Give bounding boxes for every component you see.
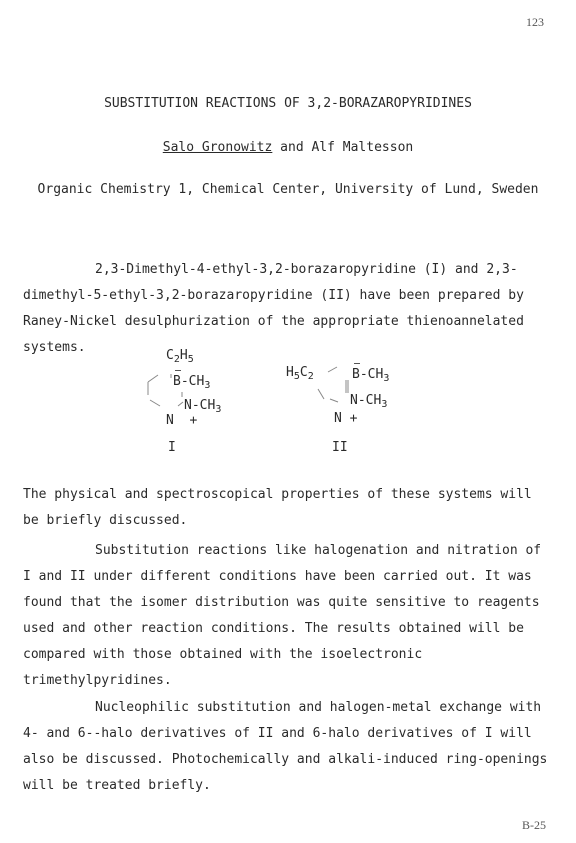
structure-i-ethyl: $C_2H_5$ — [166, 348, 194, 365]
affiliation: Organic Chemistry 1, Chemical Center, University of Lund, Sweden — [37, 182, 539, 197]
structure-i-boron-methyl: $B-CH_3$ — [173, 374, 211, 391]
paragraph-2: The physical and spectroscopical properties of these systems will be briefly discussed. — [23, 487, 532, 528]
paragraph-1: 2,3-Dimethyl-4-ethyl-3,2-borazaropyridine (I) and 2,3-dimethyl-5-ethyl-3,2-borazaropyridine (II) have been prepared by Raney-Nickel desulphurization of the appropriate thienoannelated systems. — [23, 262, 524, 355]
structure-i-label: I — [168, 440, 176, 455]
structure-ii-label: II — [332, 440, 348, 455]
structure-i — [140, 340, 250, 455]
boron-bar — [354, 363, 360, 364]
boron-bar — [175, 370, 181, 371]
paper-title: SUBSTITUTION REACTIONS OF 3,2-BORAZAROPYRIDINES — [104, 96, 472, 111]
author-first: Salo Gronowitz — [162, 140, 273, 155]
structure-ii — [282, 355, 412, 455]
structure-i-ring-nitrogen: N + — [166, 413, 198, 428]
structure-i-nitrogen-methyl: $N-CH_3$ — [184, 398, 222, 415]
structure-ii-ethyl: $H_5C_2$ — [286, 365, 314, 382]
page-number: 123 — [526, 15, 544, 29]
author-rest: and Alf Maltesson — [272, 140, 414, 155]
structure-ii-ring-nitrogen: N + — [334, 411, 358, 426]
footer-code: B-25 — [522, 818, 546, 832]
structure-ii-nitrogen-methyl: $N-CH_3$ — [350, 393, 388, 410]
structure-ii-boron-methyl: $B-CH_3$ — [352, 367, 390, 384]
paragraph-4: Nucleophilic substitution and halogen-metal exchange with 4- and 6--halo derivatives of II and 6-halo derivatives of I will also be discussed. Photochemically and alkali-induced ring-openings will be treated briefly. — [23, 700, 548, 793]
authors — [0, 140, 576, 155]
paragraph-3: Substitution reactions like halogenation and nitration of I and II under different conditions have been carried out. It was found that the isomer distribution was quite sensitive to reagents used and other reaction conditions. The results obtained will be compared with those obtained with the isoelectronic trimethylpyridines. — [23, 543, 542, 688]
